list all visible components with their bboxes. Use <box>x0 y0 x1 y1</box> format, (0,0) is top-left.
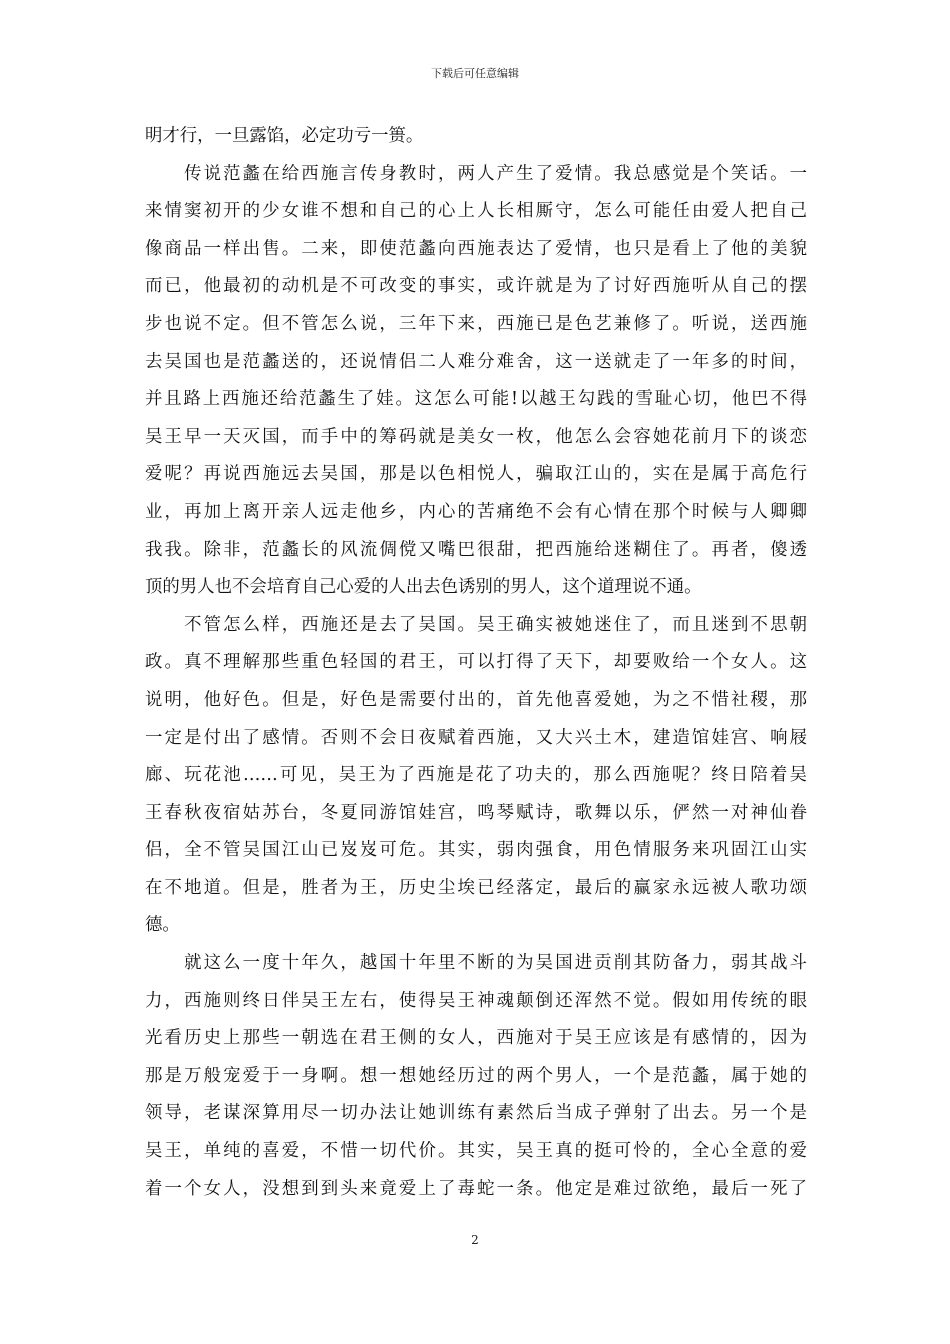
text-line: 廊、玩花池……可见，吴王为了西施是花了功夫的，那么西施呢？终日陪着吴 <box>145 765 807 786</box>
text-line: 说明，他好色。但是，好色是需要付出的，首先他喜爱她，为之不惜社稷，那 <box>145 689 807 710</box>
text-line: 着一个女人，没想到到头来竟爱上了毒蛇一条。他定是难过欲绝，最后一死了 <box>145 1178 807 1198</box>
text-line: 就这么一度十年久，越国十年里不断的为吴国进贡削其防备力，弱其战斗 <box>145 953 807 974</box>
text-line: 业，再加上离开亲人远走他乡，内心的苦痛绝不会有心情在那个时候与人卿卿 <box>145 501 807 522</box>
page-number: 2 <box>471 1233 479 1247</box>
text-line: 政。真不理解那些重色轻国的君王，可以打得了天下，却要败给一个女人。这 <box>145 652 807 673</box>
text-line: 传说范蠡在给西施言传身教时，两人产生了爱情。我总感觉是个笑话。一 <box>145 163 807 184</box>
text-line: 领导，老谋深算用尽一切办法让她训练有素然后当成子弹射了出去。另一个是 <box>145 1103 807 1124</box>
page-header: 下载后可任意编辑 <box>431 67 519 80</box>
text-line: 吴王，单纯的喜爱，不惜一切代价。其实，吴王真的挺可怜的，全心全意的爱 <box>145 1141 807 1162</box>
text-line: 而已，他最初的动机是不可改变的事实，或许就是为了讨好西施听从自己的摆 <box>145 276 807 297</box>
text-line: 明才行，一旦露馅，必定功亏一篑。 <box>145 126 424 146</box>
text-line: 不管怎么样，西施还是去了吴国。吴王确实被她迷住了，而且迷到不思朝 <box>145 614 807 635</box>
text-line: 我我。除非，范蠡长的风流倜傥又嘴巴很甜，把西施给迷糊住了。再者，傻透 <box>145 539 807 560</box>
text-line: 并且路上西施还给范蠡生了娃。这怎么可能!以越王勾践的雪耻心切，他巴不得 <box>145 389 807 410</box>
text-line: 德。 <box>145 915 180 936</box>
text-line: 在不地道。但是，胜者为王，历史尘埃已经落定，最后的赢家永远被人歌功颂 <box>145 877 807 898</box>
text-line: 王春秋夜宿姑苏台，冬夏同游馆娃宫，鸣琴赋诗，歌舞以乐，俨然一对神仙眷 <box>145 802 807 823</box>
text-line: 侣，全不管吴国江山已岌岌可危。其实，弱肉强食，用色情服务来巩固江山实 <box>145 840 807 861</box>
text-line: 光看历史上那些一朝选在君王侧的女人，西施对于吴王应该是有感情的，因为 <box>145 1028 807 1049</box>
text-line: 那是万般宠爱于一身啊。想一想她经历过的两个男人，一个是范蠡，属于她的 <box>145 1065 807 1086</box>
document-body <box>145 118 807 1198</box>
text-line: 顶的男人也不会培育自己心爱的人出去色诱别的男人，这个道理说不通。 <box>145 577 702 598</box>
text-line: 一定是付出了感情。否则不会日夜赋着西施，又大兴土木，建造馆娃宫、响屐 <box>145 727 807 748</box>
text-line: 力，西施则终日伴吴王左右，使得吴王神魂颠倒还浑然不觉。假如用传统的眼 <box>145 990 807 1011</box>
text-line: 像商品一样出售。二来，即使范蠡向西施表达了爱情，也只是看上了他的美貌 <box>145 238 807 259</box>
text-line: 爱呢？再说西施远去吴国，那是以色相悦人，骗取江山的，实在是属于高危行 <box>145 464 807 485</box>
text-line: 吴王早一天灭国，而手中的筹码就是美女一枚，他怎么会容她花前月下的谈恋 <box>145 426 807 447</box>
text-line: 步也说不定。但不管怎么说，三年下来，西施已是色艺兼修了。听说，送西施 <box>145 313 807 334</box>
text-line: 去吴国也是范蠡送的，还说情侣二人难分难舍，这一送就走了一年多的时间， <box>145 351 807 372</box>
text-line: 来情窦初开的少女谁不想和自己的心上人长相厮守，怎么可能任由爱人把自己 <box>145 201 807 222</box>
